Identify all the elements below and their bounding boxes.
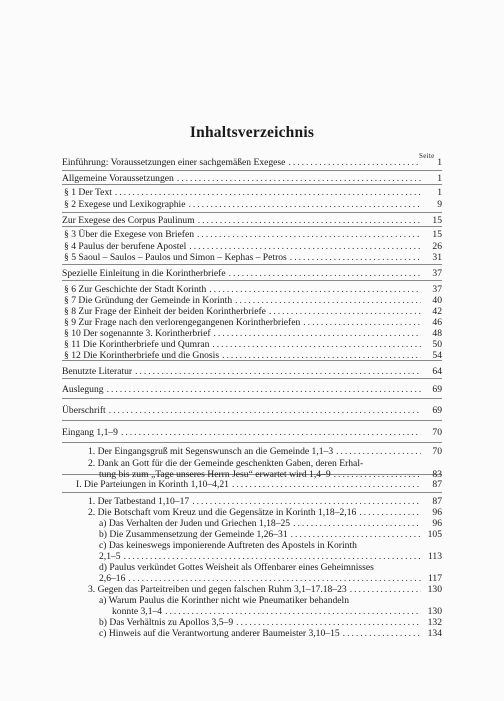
toc-entry-page: 117 — [427, 573, 442, 584]
toc-entry-label: I. Die Parteiungen in Korinth 1,10–4,21 — [76, 479, 229, 490]
section-divider — [62, 492, 442, 493]
dot-leader — [177, 173, 421, 185]
toc-entry — [62, 366, 442, 378]
dot-leader — [198, 215, 421, 227]
toc-entry-label: Benutzte Literatur — [62, 366, 133, 377]
section-divider — [62, 378, 442, 379]
toc-entry-label: § 5 Saoul – Saulos – Paulos und Simon – Kephas – Petros — [64, 252, 287, 263]
toc-entry — [62, 384, 442, 396]
dot-leader — [229, 268, 421, 280]
toc-entry — [64, 199, 442, 211]
toc-entry-label: c) Hinweis auf die Verantwortung anderer Baumeister 3,10–15 — [99, 628, 340, 639]
toc-entry-label: 2,1–5 — [99, 551, 121, 562]
dot-leader — [232, 479, 421, 491]
dot-leader — [109, 405, 421, 417]
dot-leader — [135, 366, 421, 378]
toc-entry — [62, 215, 442, 227]
toc-entry-label: Einführung: Voraussetzungen einer sachgemäßen Exegese — [62, 157, 286, 168]
toc-entry — [62, 173, 442, 185]
toc-entry-page: 64 — [432, 366, 442, 377]
toc-entry-page: 31 — [432, 252, 442, 263]
page-column-header: Seite — [419, 152, 435, 160]
toc-entry — [62, 157, 442, 169]
dot-leader — [222, 350, 421, 362]
section-divider — [62, 280, 442, 281]
toc-entry-page: 105 — [427, 529, 442, 540]
toc-entry-label: Auslegung — [62, 384, 104, 395]
toc-entry-label: § 1 Der Text — [64, 187, 112, 198]
toc-entry-page: 26 — [432, 241, 442, 252]
toc-entry — [64, 350, 442, 362]
toc-entry-page: 132 — [427, 617, 442, 628]
dot-leader — [115, 187, 421, 199]
page-title: Inhaltsverzeichnis — [189, 124, 315, 141]
toc-entry-label: Allgemeine Voraussetzungen — [62, 173, 174, 184]
toc-entry-page: 50 — [432, 339, 442, 350]
toc-entry-page: 69 — [432, 384, 442, 395]
toc-entry-label: 2. Dank an Gott für die der Gemeinde geschenkten Gaben, deren Erhal- — [88, 458, 364, 469]
section-divider — [62, 398, 442, 399]
toc-entry-page: 70 — [432, 427, 442, 438]
toc-entry-page: 69 — [432, 405, 442, 416]
toc-entry-page: 37 — [432, 268, 442, 279]
section-divider — [62, 420, 442, 421]
dot-leader — [121, 427, 421, 439]
toc-entry-page: 96 — [432, 518, 442, 529]
toc-entry-page: 96 — [432, 507, 442, 518]
toc-entry-page: 15 — [432, 215, 442, 226]
toc-entry-label: tung bis zum „Tage unseres Herrn Jesu“ erwartet wird 1,4–9 — [99, 469, 331, 480]
toc-entry-label: 1. Der Tatbestand 1,10–17 — [88, 496, 190, 507]
dot-leader — [188, 199, 421, 211]
toc-entry — [64, 252, 442, 264]
toc-entry-label: d) Paulus verkündet Gottes Weisheit als Offenbarer eines Geheimnisses — [99, 562, 374, 573]
toc-entry — [64, 229, 442, 241]
dot-leader — [290, 252, 421, 264]
toc-entry-label: b) Das Verhältnis zu Apollos 3,5–9 — [99, 617, 234, 628]
toc-entry-label: Spezielle Einleitung in die Korintherbriefe — [62, 268, 226, 279]
toc-entry — [62, 405, 442, 417]
dot-leader — [343, 628, 421, 640]
toc-entry-page: 87 — [432, 496, 442, 507]
toc-entry-label: 2. Die Botschaft vom Kreuz und die Gegensätze in Korinth 1,18–2,16 — [88, 507, 357, 518]
toc-entry — [62, 427, 442, 439]
toc-entry-page: 40 — [432, 295, 442, 306]
toc-entry-page: 130 — [427, 584, 442, 595]
toc-entry-page: 87 — [432, 479, 442, 490]
toc-entry-label: § 7 Die Gründung der Gemeinde in Korinth — [64, 295, 233, 306]
toc-entry-label: a) Das Verhalten der Juden und Griechen 1,18–25 — [99, 518, 291, 529]
toc-entry-label: Überschrift — [62, 405, 106, 416]
toc-entry-page: 42 — [432, 306, 442, 317]
toc-entry-label: Eingang 1,1–9 — [62, 427, 118, 438]
toc-entry — [64, 187, 442, 199]
toc-entry-label: § 12 Die Korintherbriefe und die Gnosis — [64, 350, 220, 361]
dot-leader — [336, 446, 421, 458]
toc-entry — [76, 479, 442, 491]
toc-entry-label: § 9 Zur Frage nach den verlorengegangenen Korintherbriefen — [64, 317, 301, 328]
toc-entry-page: 48 — [432, 328, 442, 339]
section-divider — [62, 264, 442, 265]
dot-leader — [107, 384, 421, 396]
toc-entry-label: § 6 Zur Geschichte der Stadt Korinth — [64, 284, 207, 295]
toc-entry-page: 113 — [427, 551, 442, 562]
toc-entry-label: § 11 Die Korintherbriefe und Qumran — [64, 339, 210, 350]
toc-entry-label: § 2 Exegese und Lexikographie — [64, 199, 186, 210]
toc-entry-page: 15 — [432, 229, 442, 240]
toc-entry-label: b) Die Zusammensetzung der Gemeinde 1,26–31 — [99, 529, 288, 540]
toc-entry-label: c) Das keineswegs imponierende Auftreten des Apostels in Korinth — [99, 540, 357, 551]
dot-leader — [197, 229, 421, 241]
section-divider — [62, 442, 442, 443]
toc-entry-page: 1 — [437, 173, 442, 184]
toc-entry-page: 9 — [437, 199, 442, 210]
toc-entry — [99, 628, 442, 640]
dot-leader — [288, 157, 421, 169]
toc-entry-label: 2,6–16 — [99, 573, 126, 584]
toc-entry-page: 37 — [432, 284, 442, 295]
toc-entry-page: 130 — [427, 606, 442, 617]
toc-entry-page: 54 — [432, 350, 442, 361]
toc-entry-label: § 4 Paulus der berufene Apostel — [64, 241, 187, 252]
toc-entry-page: 1 — [437, 187, 442, 198]
toc-entry-label: § 8 Zur Frage der Einheit der beiden Korintherbriefe — [64, 306, 266, 317]
toc-entry-label: 3. Gegen das Parteitreiben und gegen falschen Ruhm 3,1–17.18–23 — [88, 584, 347, 595]
toc-entry-page: 46 — [432, 317, 442, 328]
toc-entry-page: 70 — [432, 446, 442, 457]
toc-entry-page: 83 — [432, 469, 442, 480]
section-divider — [62, 212, 442, 213]
toc-entry-label: 1. Der Eingangsgruß mit Segenswunsch an die Gemeinde 1,1–3 — [88, 446, 334, 457]
toc-entry — [62, 268, 442, 280]
toc-entry-label: § 3 Über die Exegese von Briefen — [64, 229, 195, 240]
toc-entry-label: a) Warum Paulus die Korinther nicht wie Pneumatiker behandeln — [99, 595, 350, 606]
toc-entry-label: Zur Exegese des Corpus Paulinum — [62, 215, 195, 226]
toc-entry-page: 134 — [427, 628, 442, 639]
toc-entry-page: 1 — [437, 157, 442, 168]
toc-entry-label: § 10 Der sogenannte 3. Korintherbrief — [64, 328, 211, 339]
section-divider — [62, 170, 442, 171]
toc-entry-label: konnte 3,1–4 — [112, 606, 163, 617]
toc-entry — [88, 446, 442, 458]
